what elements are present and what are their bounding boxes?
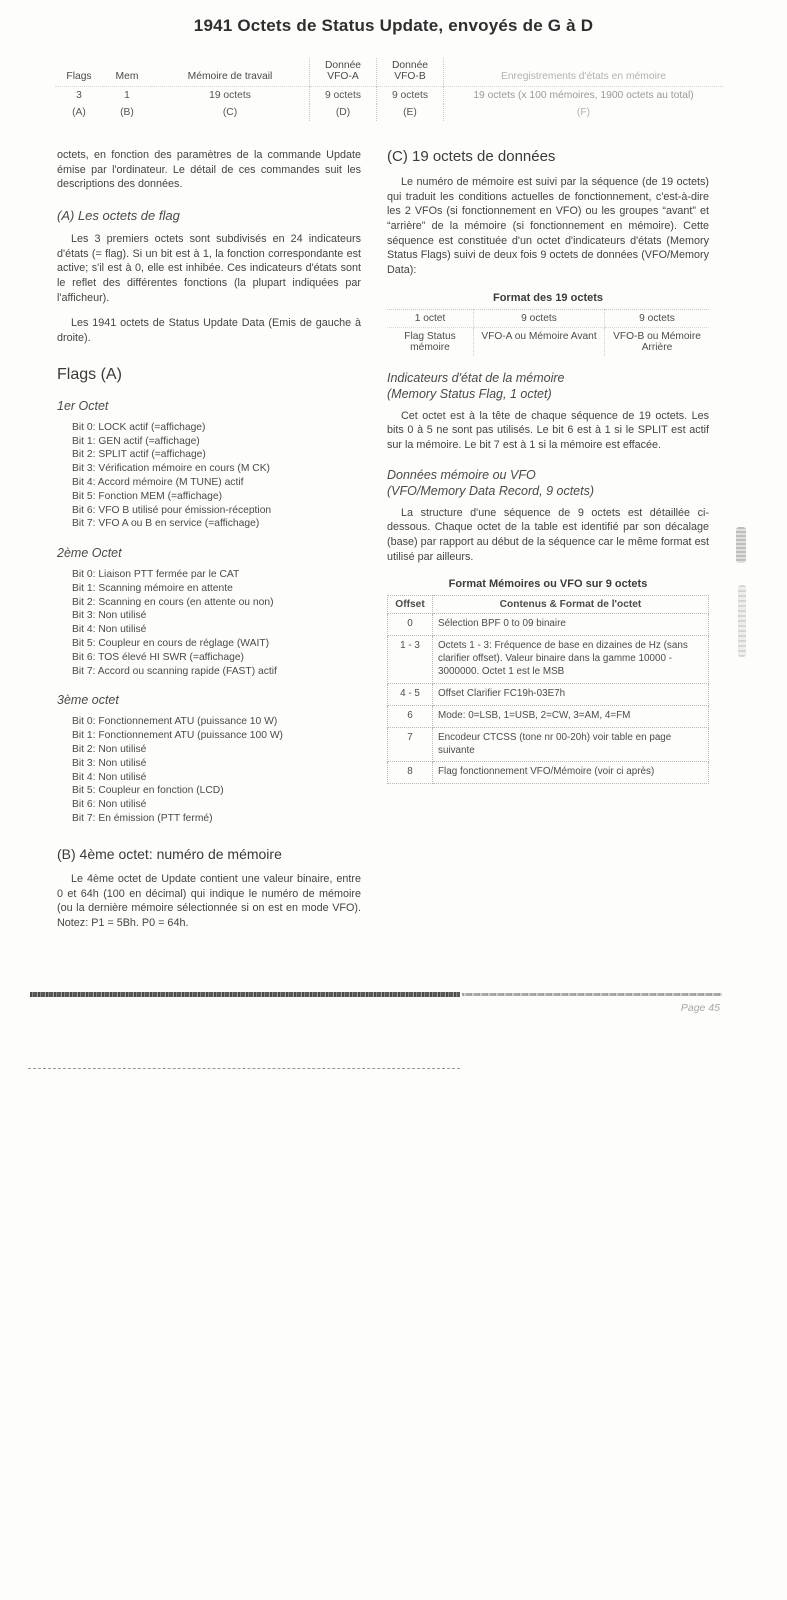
octet1-bit-list xyxy=(72,421,361,531)
format9-content: Octets 1 - 3: Fréquence de base en dizaines de Hz (sans clarifier offset). Valeur binaire dans la gamme 10000 - 3000000. Octet 1 est le MSB xyxy=(433,636,709,684)
format9-header-row xyxy=(388,596,709,614)
octet3-heading: 3ème octet xyxy=(57,693,119,708)
summary-label-a: (A) xyxy=(72,107,86,118)
section-a-paragraph-1: Les 3 premiers octets sont subdivisés en 24 indicateurs d'états (= flag). Si un bit est à 1, la fonction correspondante est active; s'il est à 0, elle est inhibée. Ces indicateurs d'états sont le reflet des différentes fonctions (la plupart indiquées par l'afficheur). xyxy=(57,233,361,304)
section-a-heading: (A) Les octets de flag xyxy=(57,208,180,224)
format9-table xyxy=(387,595,709,784)
scan-noise-band-left xyxy=(30,992,460,997)
bit-line: Bit 0: Fonctionnement ATU (puissance 10 W) xyxy=(72,716,278,728)
format19-title: Format des 19 octets xyxy=(492,291,604,304)
octet1-heading: 1er Octet xyxy=(57,398,109,413)
summary-label-d: (D) xyxy=(310,104,377,121)
format19-col-3: 9 octets xyxy=(605,309,710,327)
summary-value-work-memory: 19 octets xyxy=(151,87,310,105)
format19-value-row xyxy=(387,327,709,356)
table-row xyxy=(388,762,709,784)
table-row xyxy=(388,636,709,684)
bit-line: Bit 2: Scanning en cours (en attente ou non) xyxy=(72,596,274,608)
bit-line: Bit 7: Accord ou scanning rapide (FAST) actif xyxy=(72,665,277,677)
left-column xyxy=(57,148,361,942)
format19-col-1: 1 octet xyxy=(387,309,474,327)
table-row xyxy=(388,705,709,727)
table-row xyxy=(388,614,709,636)
memory-status-flag-heading-line1: Indicateurs d'état de la mémoire xyxy=(387,370,565,385)
section-b-heading: (B) 4ème octet: numéro de mémoire xyxy=(57,845,282,862)
bit-line: Bit 0: Liaison PTT fermée par le CAT xyxy=(72,569,240,581)
bit-line: Bit 2: SPLIT actif (=affichage) xyxy=(72,449,206,461)
section-c-heading: (C) 19 octets de données xyxy=(387,148,556,165)
summary-header-row xyxy=(55,58,723,87)
format19-header-row xyxy=(387,309,709,327)
format9-offset: 7 xyxy=(388,727,433,762)
summary-header-vfo-a: Donnée VFO-A xyxy=(310,58,377,87)
format19-col-2: 9 octets xyxy=(474,309,605,327)
bit-line: Bit 5: Coupleur en fonction (LCD) xyxy=(72,785,224,797)
memory-status-flag-paragraph: Cet octet est à la tête de chaque séquence de 19 octets. Les bits 0 à 5 ne sont pas utilisés. Le bit 6 est à 1 si le SPLIT est actif sur la mémoire. Le bit 7 est à 1 si la mémoire est effacée. xyxy=(387,409,709,452)
summary-value-memory-records: 19 octets (x 100 mémoires, 1900 octets au total) xyxy=(444,87,724,105)
vfo-memory-data-heading-line2: (VFO/Memory Data Record, 9 octets) xyxy=(387,483,595,498)
scan-smudge-bottom xyxy=(738,585,746,657)
bit-line: Bit 2: Non utilisé xyxy=(72,744,147,756)
body-columns xyxy=(57,148,729,942)
table-row xyxy=(388,727,709,762)
page-number: Page 45 xyxy=(680,1002,720,1014)
bit-line: Bit 4: Accord mémoire (M TUNE) actif xyxy=(72,476,244,488)
section-c-paragraph: Le numéro de mémoire est suivi par la séquence (de 19 octets) qui traduit les conditions actuelles de fonctionnement, c'est-à-dire les 2 VFOs (si fonctionnement en VFO) ou les groupes “avant” et “arrière” de la mémoire (si fonctionnement en mémoire). Cette séquence est constituée d'un octet d'indicateurs d'états (Memory Status Flags) suivi de deux fois 9 octets de données (VFO/Memory Data): xyxy=(387,176,709,277)
intro-paragraph: octets, en fonction des paramètres de la commande Update émise par l'ordinateur. Le détail de ces commandes suit les descriptions des données. xyxy=(57,149,361,191)
bit-line: Bit 7: VFO A ou B en service (=affichage) xyxy=(72,518,260,530)
summary-value-mem: 1 xyxy=(103,87,151,105)
bit-line: Bit 6: TOS élevé HI SWR (=affichage) xyxy=(72,651,244,663)
format9-content: Offset Clarifier FC19h-03E7h xyxy=(433,683,709,705)
format9-header-content: Contenus & Format de l'octet xyxy=(433,596,709,614)
summary-label-c: (C) xyxy=(222,107,238,118)
bit-line: Bit 5: Fonction MEM (=affichage) xyxy=(72,490,223,502)
format9-offset: 0 xyxy=(388,614,433,636)
format9-title: Format Mémoires ou VFO sur 9 octets xyxy=(448,578,648,591)
bit-line: Bit 3: Vérification mémoire en cours (M CK) xyxy=(72,463,270,475)
section-b-paragraph: Le 4ème octet de Update contient une valeur binaire, entre 0 et 64h (100 en décimal) qui indique le numéro de mémoire (ou la dernière mémoire sélectionnée si on est en mode VFO). Notez: P1 = 5Bh. P0 = 64h. xyxy=(57,872,361,929)
summary-value-vfo-a: 9 octets xyxy=(310,87,377,105)
summary-label-e: (E) xyxy=(377,104,444,121)
bit-line: Bit 6: Non utilisé xyxy=(72,799,147,811)
octet2-bit-list xyxy=(72,568,361,678)
format19-cell-2: VFO-A ou Mémoire Avant xyxy=(474,327,605,356)
format19-cell-3: VFO-B ou Mémoire Arrière xyxy=(605,327,710,356)
summary-value-flags: 3 xyxy=(55,87,103,105)
format9-content: Mode: 0=LSB, 1=USB, 2=CW, 3=AM, 4=FM xyxy=(433,705,709,727)
page-title: 1941 Octets de Status Update, envoyés de G à D xyxy=(193,16,594,35)
bit-line: Bit 7: En émission (PTT fermé) xyxy=(72,813,213,825)
vfo-memory-data-paragraph: La structure d'une séquence de 9 octets est détaillée ci-dessous. Chaque octet de la table est identifié par son décalage (base) par rapport au début de la séquence car le même format est utilisé par ailleurs. xyxy=(387,506,709,563)
bit-line: Bit 4: Non utilisé xyxy=(72,624,147,636)
bit-line: Bit 6: VFO B utilisé pour émission-réception xyxy=(72,504,272,516)
format9-offset: 1 - 3 xyxy=(388,636,433,684)
scan-noise-band-right xyxy=(462,993,722,996)
bit-line: Bit 3: Non utilisé xyxy=(72,757,147,769)
fold-dashed-line xyxy=(28,1068,460,1069)
octet3-bit-list xyxy=(72,715,361,825)
format9-content: Sélection BPF 0 to 09 binaire xyxy=(433,614,709,636)
right-column xyxy=(387,148,709,942)
format9-offset: 8 xyxy=(388,762,433,784)
summary-header-flags: Flags xyxy=(66,71,92,82)
format9-content: Encodeur CTCSS (tone nr 00-20h) voir table en page suivante xyxy=(433,727,709,762)
summary-label-b: (B) xyxy=(120,107,134,118)
format9-header-offset: Offset xyxy=(388,596,433,614)
summary-label-f: (F) xyxy=(444,104,724,121)
format9-offset: 6 xyxy=(388,705,433,727)
format9-content: Flag fonctionnement VFO/Mémoire (voir ci après) xyxy=(433,762,709,784)
bit-line: Bit 3: Non utilisé xyxy=(72,610,147,622)
bit-line: Bit 1: Fonctionnement ATU (puissance 100 W) xyxy=(72,730,283,742)
summary-table xyxy=(55,58,723,121)
summary-header-vfo-b: Donnée VFO-B xyxy=(377,58,444,87)
flags-heading: Flags (A) xyxy=(57,365,122,383)
bit-line: Bit 1: GEN actif (=affichage) xyxy=(72,435,200,447)
octet2-heading: 2ème Octet xyxy=(57,546,122,561)
vfo-memory-data-heading-line1: Données mémoire ou VFO xyxy=(387,467,536,482)
summary-value-vfo-b: 9 octets xyxy=(377,87,444,105)
summary-label-row xyxy=(55,104,723,121)
bit-line: Bit 0: LOCK actif (=affichage) xyxy=(72,421,206,433)
summary-header-mem: Mem xyxy=(115,71,139,82)
bit-line: Bit 4: Non utilisé xyxy=(72,771,147,783)
format9-offset: 4 - 5 xyxy=(388,683,433,705)
table-row xyxy=(388,683,709,705)
memory-status-flag-heading-line2: (Memory Status Flag, 1 octet) xyxy=(387,386,552,401)
format19-table xyxy=(387,309,709,356)
section-a-paragraph-2: Les 1941 octets de Status Update Data (Emis de gauche à droite). xyxy=(57,317,361,345)
bit-line: Bit 1: Scanning mémoire en attente xyxy=(72,582,233,594)
format19-cell-1: Flag Status mémoire xyxy=(404,330,456,353)
scan-smudge-top xyxy=(736,527,746,563)
bit-line: Bit 5: Coupleur en cours de réglage (WAIT) xyxy=(72,638,270,650)
summary-header-work-memory: Mémoire de travail xyxy=(187,71,273,82)
summary-header-memory-records: Enregistrements d'états en mémoire xyxy=(444,58,724,87)
summary-value-row xyxy=(55,87,723,105)
